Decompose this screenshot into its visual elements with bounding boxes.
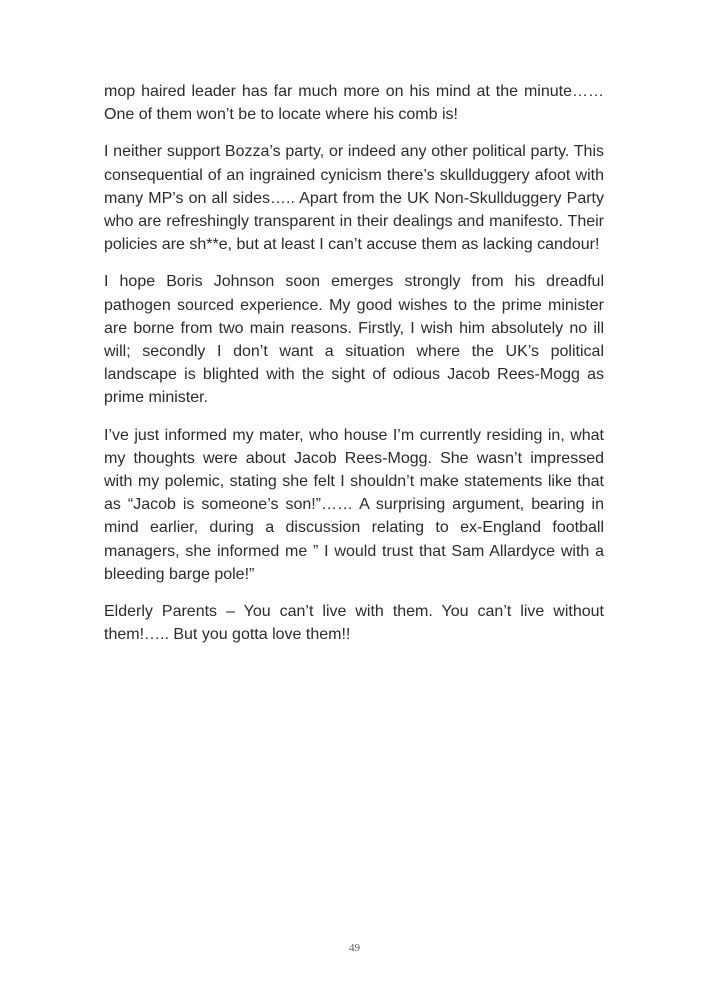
paragraph-4: I’ve just informed my mater, who house I’m currently residing in, what my thoughts were about Jacob Rees-Mogg. She wasn’t impressed with my polemic, stating she felt I shouldn’t make statements like that as “Jacob is someone’s son!”…… A surprising argument, bearing in mind earlier, during a discussion relating to ex-England football managers, she informed me ” I would trust that Sam Allardyce with a bleeding barge pole!” [104,426,604,583]
paragraph-5: Elderly Parents – You can’t live with them. You can’t live without them!….. But you gotta love them!! [104,603,604,644]
page-number: 49 [349,942,360,954]
paragraph-1: mop haired leader has far much more on his mind at the minute…… One of them won’t be to locate where his comb is! [104,83,604,124]
paragraph-2: I neither support Bozza’s party, or indeed any other political party. This consequential of an ingrained cynicism there’s skullduggery afoot with many MP’s on all sides….. Apart from the UK Non-Skullduggery Party who are refreshingly transparent in their dealings and manifesto. Their policies are sh**e, but at least I can’t accuse them as lacking candour! [104,143,604,254]
paragraph-3: I hope Boris Johnson soon emerges strongly from his dreadful pathogen sourced experience. My good wishes to the prime minister are borne from two main reasons. Firstly, I wish him absolutely no ill will; secondly I don’t want a situation where the UK’s political landscape is blighted with the sight of odious Jacob Rees-Mogg as prime minister. [104,273,604,407]
page-body [104,80,604,660]
